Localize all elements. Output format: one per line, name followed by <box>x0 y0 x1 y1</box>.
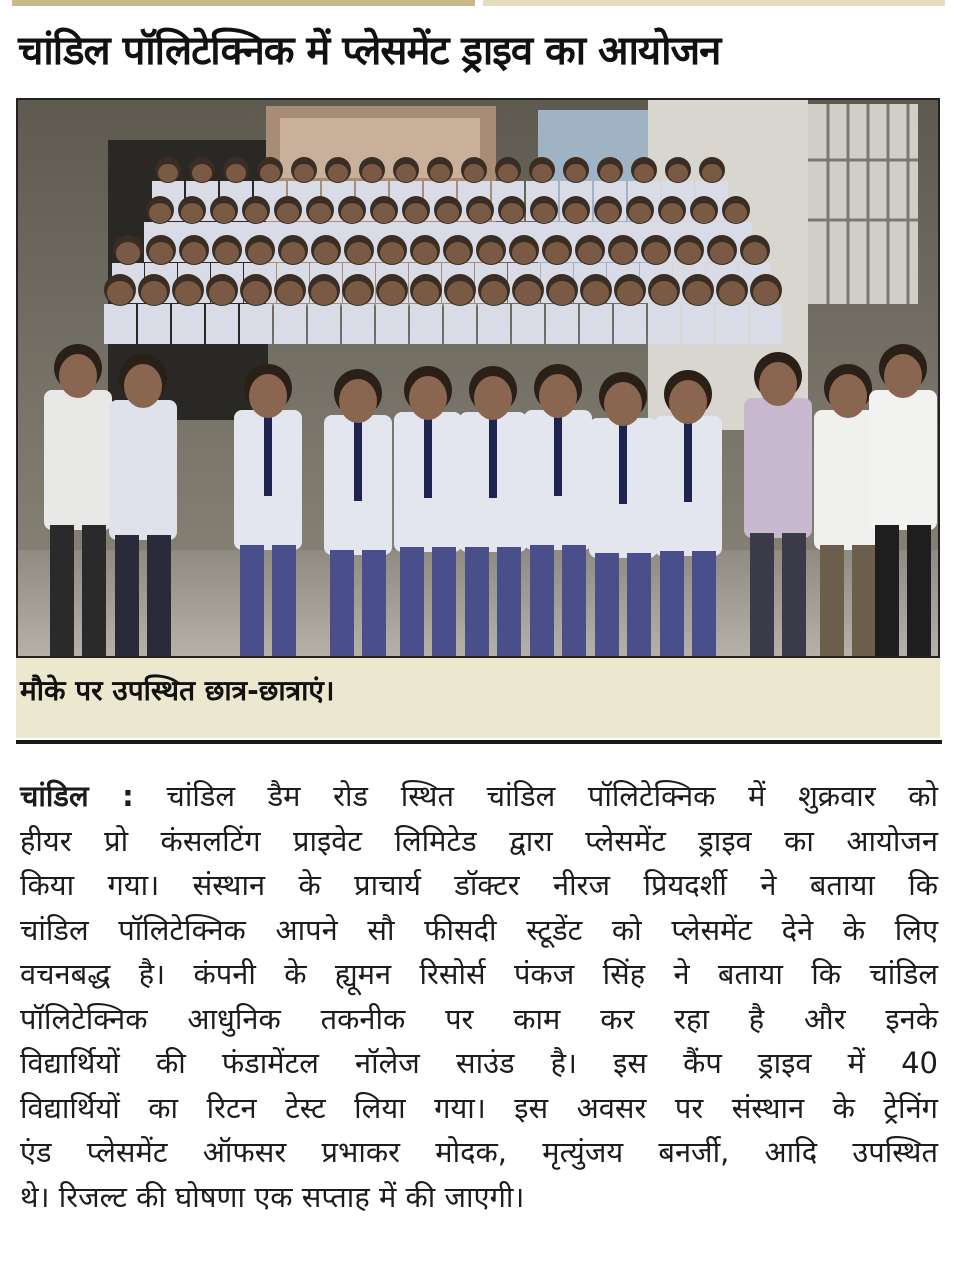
student-leg <box>627 553 651 656</box>
student-tie <box>489 418 497 498</box>
crowd-face <box>413 242 437 264</box>
crowd-shirt <box>546 304 578 344</box>
crowd-face <box>107 281 133 305</box>
crowd-face <box>437 203 459 223</box>
photo-caption: मौके पर उपस्थित छात्र-छात्राएं। <box>16 658 940 738</box>
student-tie <box>354 421 362 501</box>
crowd-face <box>175 281 201 305</box>
crowd-face <box>347 242 371 264</box>
crowd-shirt <box>308 304 340 344</box>
caption-divider <box>16 740 942 744</box>
student-leg <box>147 535 171 656</box>
student-leg <box>272 545 296 656</box>
crowd-face <box>311 281 337 305</box>
article-line <box>20 774 938 819</box>
student-leg <box>750 533 774 656</box>
crowd-face <box>753 281 779 305</box>
crowd-shirt <box>342 304 374 344</box>
student-shirt <box>44 390 112 530</box>
crowd-face <box>532 164 552 182</box>
crowd-face <box>215 242 239 264</box>
student-shirt <box>869 390 937 530</box>
student-leg <box>497 547 521 656</box>
crowd-shirt <box>614 304 646 344</box>
article-line: किया गया। संस्थान के प्राचार्य डॉक्टर नीरज प्रियदर्शी ने बताया कि <box>20 868 938 902</box>
crowd-face <box>314 242 338 264</box>
crowd-face <box>743 242 767 264</box>
student-face <box>829 374 867 418</box>
student-face <box>884 354 922 398</box>
student-face <box>409 376 447 420</box>
crowd-face <box>710 242 734 264</box>
crowd-face <box>192 164 212 182</box>
student-leg <box>692 551 716 656</box>
crowd-face <box>566 164 586 182</box>
crowd-face <box>634 164 654 182</box>
crowd-face <box>345 281 371 305</box>
crowd-face <box>181 203 203 223</box>
crowd-face <box>341 203 363 223</box>
crowd-face <box>597 203 619 223</box>
student-face <box>59 354 97 398</box>
student-tie <box>684 422 692 502</box>
student-face <box>669 380 707 424</box>
crowd-face <box>719 281 745 305</box>
student-face <box>759 362 797 406</box>
student-shirt <box>744 398 812 538</box>
student-leg <box>660 551 684 656</box>
crowd-shirt <box>376 304 408 344</box>
crowd-face <box>248 242 272 264</box>
student-face <box>474 376 512 420</box>
student-leg <box>330 550 354 656</box>
student-tie <box>619 424 627 504</box>
student-leg <box>852 545 876 656</box>
crowd-face <box>277 281 303 305</box>
crowd-face <box>611 242 635 264</box>
crowd-face <box>583 281 609 305</box>
crowd-face <box>328 164 348 182</box>
crowd-face <box>430 164 450 182</box>
crowd-shirt <box>172 304 204 344</box>
crowd-shirt <box>138 304 170 344</box>
student-tie <box>554 416 562 496</box>
crowd-face <box>447 281 473 305</box>
crowd-face <box>668 164 688 182</box>
crowd-face <box>629 203 651 223</box>
crowd-face <box>149 203 171 223</box>
article-line: विद्यार्थियों की फंडामेंटल नॉलेज साउंड है। इस कैंप ड्राइव में 40 <box>20 1046 938 1080</box>
crowd-face <box>182 242 206 264</box>
student-face <box>124 364 162 408</box>
crowd-face <box>501 203 523 223</box>
crowd-face <box>309 203 331 223</box>
student-face <box>539 374 577 418</box>
article-line: चांडिल पॉलिटेक्निक आपने सौ फीसदी स्टूडेंट को प्लेसमेंट देने के लिए <box>20 912 938 947</box>
crowd-shirt <box>648 304 680 344</box>
crowd-face <box>677 242 701 264</box>
student-face <box>339 379 377 423</box>
article-line: पॉलिटेक्निक आधुनिक तकनीक पर काम कर रहा है और इनके <box>20 1001 938 1036</box>
crowd-face <box>533 203 555 223</box>
crowd-shirt <box>274 304 306 344</box>
crowd-face <box>379 281 405 305</box>
crowd-face <box>600 164 620 182</box>
student-leg <box>465 547 489 656</box>
crowd-shirt <box>682 304 714 344</box>
top-rule-segment <box>483 0 946 6</box>
student-leg <box>782 533 806 656</box>
crowd-shirt <box>750 304 782 344</box>
student-leg <box>115 535 139 656</box>
crowd-face <box>226 164 246 182</box>
crowd-face <box>380 242 404 264</box>
crowd-face <box>685 281 711 305</box>
student-leg <box>530 545 554 656</box>
crowd-shirt <box>716 304 748 344</box>
crowd-face <box>481 281 507 305</box>
crowd-shirt <box>104 304 136 344</box>
crowd-face <box>702 164 722 182</box>
crowd-face <box>446 242 470 264</box>
crowd-shirt <box>410 304 442 344</box>
crowd-face <box>549 281 575 305</box>
article-line: थे। रिजल्ट की घोषणा एक सप्ताह में की जाएगी। <box>20 1179 525 1214</box>
crowd-face <box>515 281 541 305</box>
crowd-shirt <box>206 304 238 344</box>
student-leg <box>82 525 106 656</box>
crowd-face <box>141 281 167 305</box>
crowd-face <box>294 164 314 182</box>
student-leg <box>400 547 424 656</box>
crowd-shirt <box>580 304 612 344</box>
student-leg <box>432 547 456 656</box>
crowd-face <box>281 242 305 264</box>
crowd-face <box>413 281 439 305</box>
crowd-face <box>578 242 602 264</box>
student-tie <box>424 418 432 498</box>
student-leg <box>820 545 844 656</box>
crowd-face <box>213 203 235 223</box>
crowd-face <box>362 164 382 182</box>
crowd-face <box>545 242 569 264</box>
article-line: एंड प्लेसमेंट ऑफसर प्रभाकर मोदक, मृत्युंजय बनर्जी, आदि उपस्थित <box>20 1135 938 1169</box>
group-photo <box>16 98 940 658</box>
crowd-face <box>243 281 269 305</box>
student-leg <box>240 545 264 656</box>
crowd-shirt <box>444 304 476 344</box>
top-rule <box>12 0 945 6</box>
crowd-face <box>405 203 427 223</box>
article-line: हीयर प्रो कंसलटिंग प्राइवेट लिमिटेड द्वारा प्लेसमेंट ड्राइव का आयोजन <box>20 823 938 858</box>
student-face <box>604 382 642 426</box>
crowd-shirt <box>478 304 510 344</box>
crowd-face <box>565 203 587 223</box>
article-body <box>20 774 938 1219</box>
crowd-face <box>116 242 140 264</box>
crowd-face <box>693 203 715 223</box>
top-rule-segment <box>12 0 475 6</box>
crowd-face <box>617 281 643 305</box>
student-leg <box>562 545 586 656</box>
article-line: विद्यार्थियों का रिटन टेस्ट लिया गया। इस अवसर पर संस्थान के ट्रेनिंग <box>20 1090 938 1125</box>
crowd-face <box>158 164 178 182</box>
crowd-face <box>396 164 416 182</box>
article-line-text: चांडिल डैम रोड स्थित चांडिल पॉलिटेक्निक में शुक्रवार को <box>166 779 939 813</box>
crowd-face <box>149 242 173 264</box>
crowd-face <box>498 164 518 182</box>
crowd-face <box>661 203 683 223</box>
student-tie <box>264 416 272 496</box>
student-leg <box>362 550 386 656</box>
crowd-face <box>469 203 491 223</box>
headline: चांडिल पॉलिटेक्निक में प्लेसमेंट ड्राइव का आयोजन <box>18 28 721 74</box>
group-photo-illustration <box>18 100 938 656</box>
crowd-face <box>277 203 299 223</box>
crowd-face <box>512 242 536 264</box>
student-leg <box>50 525 74 656</box>
student-leg <box>595 553 619 656</box>
article-line: वचनबद्ध है। कंपनी के ह्यूमन रिसोर्स पंकज सिंह ने बताया कि चांडिल <box>20 957 938 991</box>
student-face <box>249 374 287 418</box>
crowd-face <box>209 281 235 305</box>
crowd-face <box>651 281 677 305</box>
crowd-face <box>725 203 747 223</box>
crowd-face <box>479 242 503 264</box>
crowd-face <box>373 203 395 223</box>
crowd-face <box>260 164 280 182</box>
student-leg <box>907 525 931 656</box>
crowd-shirt <box>240 304 272 344</box>
crowd-face <box>464 164 484 182</box>
crowd-shirt <box>512 304 544 344</box>
crowd-face <box>245 203 267 223</box>
article-dateline: चांडिल : <box>20 779 134 813</box>
student-shirt <box>109 400 177 540</box>
student-leg <box>875 525 899 656</box>
crowd-face <box>644 242 668 264</box>
